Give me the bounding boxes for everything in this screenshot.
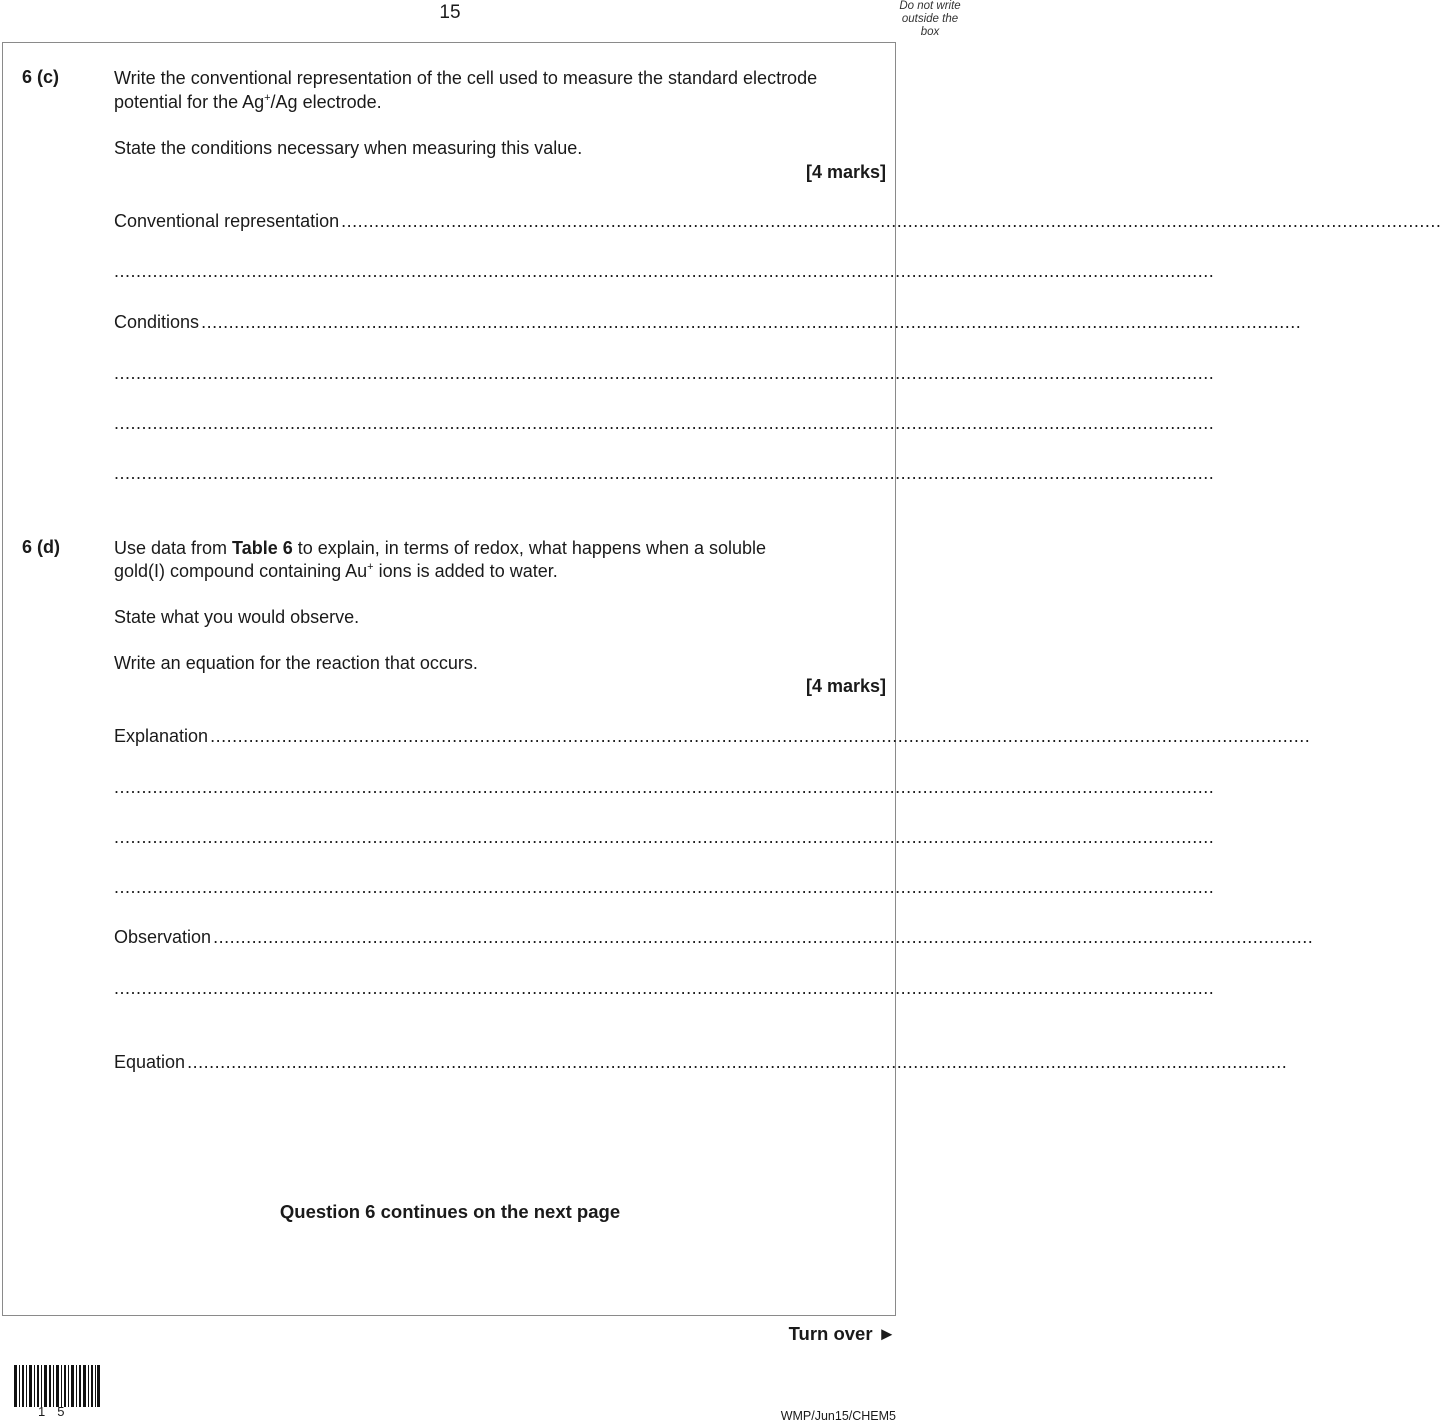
answer-dots: ........................................................................................................................................................................................................ bbox=[114, 877, 1215, 897]
answer-line-equation[interactable] bbox=[114, 1052, 1288, 1073]
answer-dots: ........................................................................................................................................................................................................ bbox=[187, 1052, 1288, 1072]
continues-note: Question 6 continues on the next page bbox=[279, 1201, 621, 1222]
answer-dots: ........................................................................................................................................................................................................ bbox=[114, 363, 1215, 383]
answer-line[interactable] bbox=[114, 827, 1215, 848]
answer-dots: ........................................................................................................................................................................................................ bbox=[210, 726, 1311, 746]
q6d-line1-post: to explain, in terms of redox, what happens when a soluble bbox=[292, 538, 767, 558]
answer-line-observation[interactable] bbox=[114, 927, 1314, 948]
answer-line[interactable] bbox=[114, 777, 1215, 798]
answer-line[interactable] bbox=[114, 463, 1215, 484]
turn-over-label: Turn over ► bbox=[788, 1323, 896, 1344]
q6d-line2-sup: + bbox=[367, 561, 374, 573]
question-6d-line-1 bbox=[114, 537, 766, 560]
conventional-label: Conventional representation bbox=[114, 211, 340, 231]
explanation-label: Explanation bbox=[114, 726, 209, 746]
answer-line-conditions[interactable] bbox=[114, 312, 1302, 333]
answer-dots: ........................................................................................................................................................................................................ bbox=[114, 261, 1215, 281]
question-6c-line-2 bbox=[114, 91, 382, 114]
question-6d-line-3: State what you would observe. bbox=[114, 607, 360, 627]
answer-line-conventional[interactable] bbox=[114, 211, 1441, 232]
question-6c-line-3: State the conditions necessary when measuring this value. bbox=[114, 138, 583, 158]
question-6c-marks: [4 marks] bbox=[805, 162, 886, 182]
answer-dots: ........................................................................................................................................................................................................ bbox=[341, 211, 1441, 231]
page-number: 15 bbox=[439, 2, 461, 23]
observation-label: Observation bbox=[114, 927, 212, 947]
answer-line[interactable] bbox=[114, 363, 1215, 384]
question-6d-line-4: Write an equation for the reaction that occurs. bbox=[114, 653, 478, 673]
margin-note-line-1: Do not write bbox=[899, 0, 961, 12]
answer-line[interactable] bbox=[114, 978, 1215, 999]
answer-dots: ........................................................................................................................................................................................................ bbox=[114, 413, 1215, 433]
question-6d-number: 6 (d) bbox=[22, 537, 60, 557]
question-6d-marks: [4 marks] bbox=[805, 676, 886, 696]
barcode-icon bbox=[14, 1365, 100, 1407]
answer-line[interactable] bbox=[114, 413, 1215, 434]
margin-note-line-3: box bbox=[920, 26, 940, 38]
barcode-digits: 15 bbox=[38, 1404, 77, 1419]
answer-dots: ........................................................................................................................................................................................................ bbox=[114, 978, 1215, 998]
conditions-label: Conditions bbox=[114, 312, 200, 332]
q6d-line2-pre: gold(I) compound containing Au bbox=[114, 561, 368, 581]
q6c-line2-pre: potential for the Ag bbox=[114, 92, 265, 112]
table-reference: Table 6 bbox=[232, 538, 293, 558]
q6d-line2-post: ions is added to water. bbox=[373, 561, 558, 581]
question-6d-line-2 bbox=[114, 560, 558, 583]
equation-label: Equation bbox=[114, 1052, 186, 1072]
answer-dots: ........................................................................................................................................................................................................ bbox=[201, 312, 1302, 332]
answer-box-frame bbox=[2, 42, 1441, 1316]
q6c-line2-sup: + bbox=[264, 92, 271, 104]
question-6c-number: 6 (c) bbox=[22, 67, 60, 87]
question-6c-line-1: Write the conventional representation of the cell used to measure the standard electrode bbox=[114, 68, 818, 88]
paper-code: WMP/Jun15/CHEM5 bbox=[780, 1409, 896, 1423]
answer-line[interactable] bbox=[114, 261, 1215, 282]
answer-dots: ........................................................................................................................................................................................................ bbox=[114, 777, 1215, 797]
answer-line-explanation[interactable] bbox=[114, 726, 1311, 747]
answer-dots: ........................................................................................................................................................................................................ bbox=[114, 827, 1215, 847]
margin-note bbox=[895, 0, 965, 39]
q6d-line1-pre: Use data from bbox=[114, 538, 233, 558]
margin-note-line-2: outside the bbox=[901, 13, 959, 25]
answer-line[interactable] bbox=[114, 877, 1215, 898]
answer-dots: ........................................................................................................................................................................................................ bbox=[114, 463, 1215, 483]
q6c-line2-post: /Ag electrode. bbox=[270, 92, 382, 112]
answer-dots: ........................................................................................................................................................................................................ bbox=[213, 927, 1314, 947]
